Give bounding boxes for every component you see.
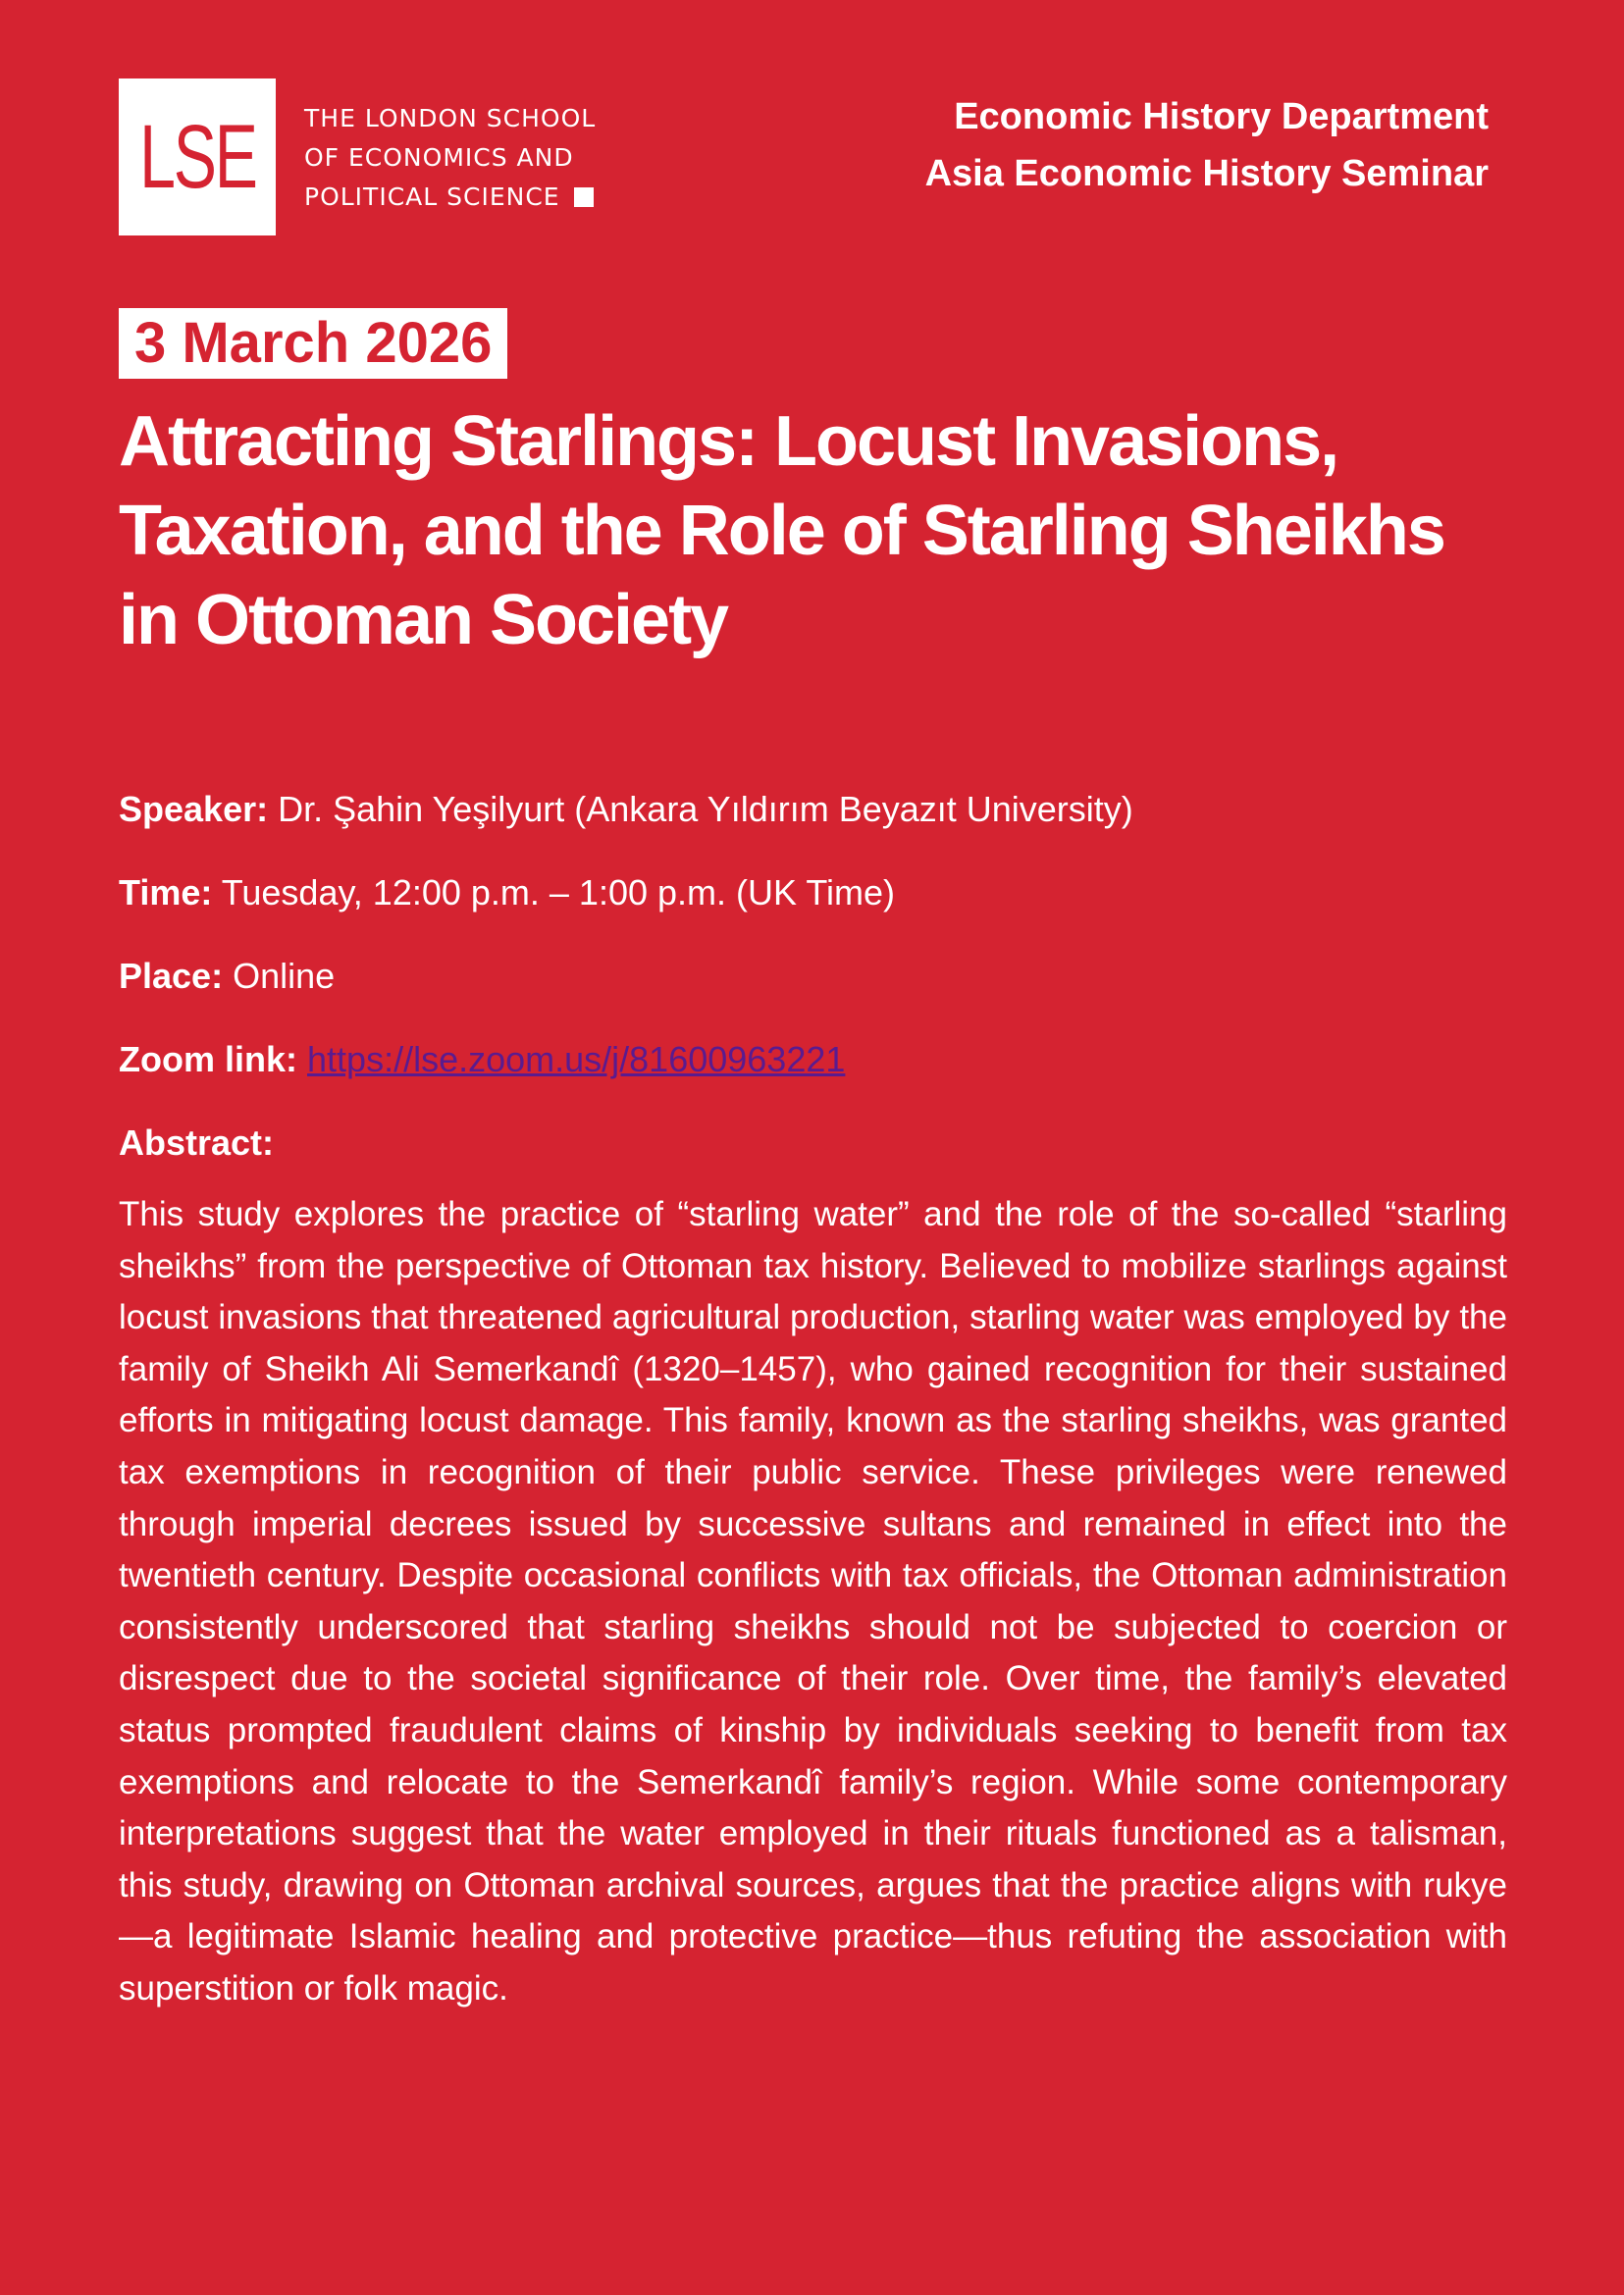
logo-square-icon [574, 187, 594, 207]
abstract-label: Abstract: [119, 1122, 275, 1163]
speaker-label: Speaker: [119, 789, 269, 829]
speaker-row [119, 785, 1507, 868]
time-row [119, 868, 1507, 952]
school-name [304, 99, 596, 217]
place-value: Online [233, 956, 336, 996]
event-details [119, 785, 1507, 2015]
time-value: Tuesday, 12:00 p.m. – 1:00 p.m. (UK Time) [221, 872, 896, 913]
lse-logo-mark: LSE [138, 107, 256, 207]
school-name-line-3-wrap [304, 178, 596, 217]
abstract-text: This study explores the practice of “starling water” and the role of the so-called “starling sheikhs” from the perspective of Ottoman tax history. Believed to mobilize starlings against locust invasions that threatened agricultural production, starling water was employed by the family of Sheikh Ali Semerkandî (1320–1457), who gained recognition for their sustained efforts in mitigating locust damage. This family, known as the starling sheikhs, was granted tax exemptions in recognition of their public service. These privileges were renewed through imperial decrees issued by successive sultans and remained in effect into the twentieth century. Despite occasional conflicts with tax officials, the Ottoman administration consistently underscored that starling sheikhs should not be subjected to coercion or disrespect due to the societal significance of their role. Over time, the family’s elevated status prompted fraudulent claims of kinship by individuals seeking to benefit from tax exemptions and relocate to the Semerkandî family’s region. While some contemporary interpretations suggest that the water employed in their rituals functioned as a talisman, this study, drawing on Ottoman archival sources, argues that the practice aligns with rukye—a legitimate Islamic healing and protective practice—thus refuting the association with superstition or folk magic. [119, 1195, 1507, 2008]
department-header [925, 88, 1489, 202]
speaker-value: Dr. Şahin Yeşilyurt (Ankara Yıldırım Beyazıt University) [278, 789, 1133, 829]
time-label: Time: [119, 872, 213, 913]
zoom-link[interactable]: https://lse.zoom.us/j/81600963221 [307, 1039, 846, 1079]
department-name: Economic History Department [954, 96, 1489, 137]
seminar-name: Asia Economic History Seminar [924, 153, 1489, 194]
event-title: Attracting Starlings: Locust Invasions, Taxation, and the Role of Starling Sheikhs in Ottoman Society [119, 402, 1444, 659]
place-label: Place: [119, 956, 224, 996]
zoom-label: Zoom link: [119, 1039, 297, 1079]
lse-logo [119, 78, 276, 235]
place-row [119, 952, 1507, 1035]
school-name-line-2: OF ECONOMICS AND [304, 143, 574, 172]
zoom-row [119, 1035, 1507, 1119]
school-name-line-3: POLITICAL SCIENCE [304, 183, 560, 211]
school-name-line-1: THE LONDON SCHOOL [304, 104, 597, 132]
event-date: 3 March 2026 [119, 308, 507, 379]
